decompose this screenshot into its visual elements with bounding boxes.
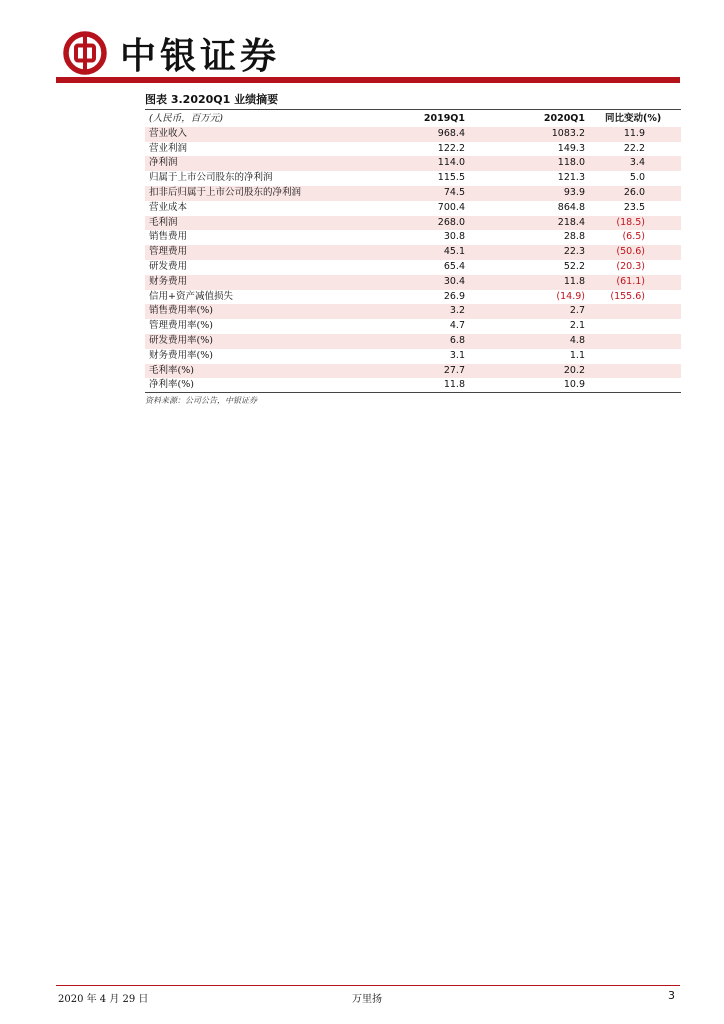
row-label: 净利率(%) — [149, 379, 194, 391]
value-2019q1: 30.8 — [443, 231, 465, 243]
table-row — [145, 364, 681, 379]
value-yoy-change: (155.6) — [610, 290, 645, 302]
row-label: 归属于上市公司股东的净利润 — [149, 172, 273, 184]
value-2019q1: 4.7 — [449, 320, 465, 332]
value-yoy-change: (50.6) — [601, 245, 681, 260]
table-row — [145, 171, 681, 186]
table-row — [145, 230, 681, 245]
value-yoy-change: (18.5) — [601, 216, 681, 231]
figure-title: 图表 3.2020Q1 业绩摘要 — [145, 93, 279, 106]
value-2019q1: 27.7 — [373, 364, 481, 379]
table-row — [145, 349, 681, 364]
value-2020q1: 22.3 — [481, 245, 601, 260]
value-yoy-change: (6.5) — [622, 231, 645, 243]
value-2019q1: 6.8 — [373, 334, 481, 349]
row-label: 毛利润 — [145, 216, 373, 231]
value-2019q1: 26.9 — [443, 290, 465, 302]
row-label: 信用+资产减值损失 — [149, 290, 233, 302]
value-2019q1: 30.4 — [373, 275, 481, 290]
value-yoy-change: 11.9 — [601, 127, 681, 142]
value-yoy-change: 23.5 — [623, 201, 645, 213]
value-2020q1: 20.2 — [481, 364, 601, 379]
performance-summary-table — [145, 112, 681, 393]
row-label: 研发费用率(%) — [145, 334, 373, 349]
row-label: 管理费用 — [145, 245, 373, 260]
row-label: 研发费用 — [149, 260, 188, 272]
table-row — [145, 334, 681, 349]
value-yoy-change — [601, 364, 681, 379]
value-yoy-change: (61.1) — [601, 275, 681, 290]
row-label: 财务费用 — [145, 275, 373, 290]
row-label: 管理费用率(%) — [149, 320, 213, 332]
row-label: 销售费用率(%) — [145, 304, 373, 319]
value-2020q1: 864.8 — [557, 201, 585, 213]
value-2019q1: 11.8 — [443, 379, 465, 391]
table-row — [145, 216, 681, 231]
table-row — [145, 260, 681, 275]
value-2020q1: 11.8 — [481, 275, 601, 290]
value-2020q1: (14.9) — [556, 290, 585, 302]
value-2020q1: 1.1 — [569, 349, 585, 361]
table-row — [145, 156, 681, 171]
value-2020q1: 2.1 — [569, 320, 585, 332]
value-yoy-change: 3.4 — [601, 156, 681, 171]
value-2019q1: 114.0 — [373, 156, 481, 171]
row-label: 财务费用率(%) — [149, 349, 213, 361]
value-yoy-change: 22.2 — [623, 142, 645, 154]
table-row — [145, 304, 681, 319]
value-2019q1: 122.2 — [437, 142, 465, 154]
value-2020q1: 1083.2 — [481, 127, 601, 142]
value-yoy-change — [601, 334, 681, 349]
table-top-rule — [145, 109, 681, 110]
value-2020q1: 218.4 — [481, 216, 601, 231]
table-row — [145, 127, 681, 142]
footer-date: 2020 年 4 月 29 日 — [58, 994, 149, 1005]
value-yoy-change — [601, 304, 681, 319]
page-number: 3 — [668, 989, 675, 1002]
row-label: 营业利润 — [149, 142, 188, 154]
value-2019q1: 74.5 — [373, 186, 481, 201]
table-row — [145, 142, 681, 157]
value-yoy-change — [601, 378, 681, 393]
table-row — [145, 186, 681, 201]
value-2019q1: 968.4 — [373, 127, 481, 142]
value-2020q1: 121.3 — [557, 172, 585, 184]
value-2020q1: 93.9 — [481, 186, 601, 201]
table-row — [145, 378, 681, 393]
value-yoy-change: 5.0 — [629, 172, 645, 184]
value-2019q1: 3.1 — [449, 349, 465, 361]
row-label: 净利润 — [145, 156, 373, 171]
row-label: 营业收入 — [145, 127, 373, 142]
table-row — [145, 275, 681, 290]
row-label: 营业成本 — [149, 201, 188, 213]
row-label: 扣非后归属于上市公司股东的净利润 — [145, 186, 373, 201]
value-2019q1: 700.4 — [437, 201, 465, 213]
value-2020q1: 149.3 — [557, 142, 585, 154]
footer-company: 万里扬 — [352, 994, 382, 1005]
value-yoy-change — [601, 319, 681, 334]
value-2020q1: 28.8 — [563, 231, 585, 243]
value-2019q1: 3.2 — [373, 304, 481, 319]
value-2019q1: 268.0 — [373, 216, 481, 231]
value-2019q1: 45.1 — [373, 245, 481, 260]
unit-label: (人民币，百万元) — [149, 113, 223, 124]
table-row — [145, 290, 681, 305]
value-2020q1: 10.9 — [563, 379, 585, 391]
table-row — [145, 319, 681, 334]
table-body — [145, 127, 681, 393]
value-yoy-change: 26.0 — [601, 186, 681, 201]
page-header — [0, 0, 724, 90]
table-row — [145, 245, 681, 260]
value-2020q1: 118.0 — [481, 156, 601, 171]
source-note: 资料来源：公司公告，中银证券 — [145, 396, 257, 405]
value-2019q1: 115.5 — [437, 172, 465, 184]
bank-of-china-logo-icon — [63, 31, 107, 75]
value-2020q1: 2.7 — [481, 304, 601, 319]
value-yoy-change: (20.3) — [616, 260, 645, 272]
value-2020q1: 4.8 — [481, 334, 601, 349]
value-2019q1: 65.4 — [443, 260, 465, 272]
column-header-2019q1: 2019Q1 — [423, 113, 465, 124]
column-header-2020q1: 2020Q1 — [543, 113, 585, 124]
footer-rule — [56, 985, 680, 986]
column-header-yoy-change: 同比变动(%) — [605, 113, 662, 124]
row-label: 毛利率(%) — [145, 364, 373, 379]
header-rule — [56, 77, 680, 83]
table-row — [145, 201, 681, 216]
table-bottom-rule — [145, 392, 681, 393]
value-2020q1: 52.2 — [563, 260, 585, 272]
value-yoy-change — [601, 349, 681, 364]
row-label: 销售费用 — [149, 231, 188, 243]
brand-name: 中银证券 — [120, 35, 281, 77]
table-header-row — [145, 112, 681, 127]
